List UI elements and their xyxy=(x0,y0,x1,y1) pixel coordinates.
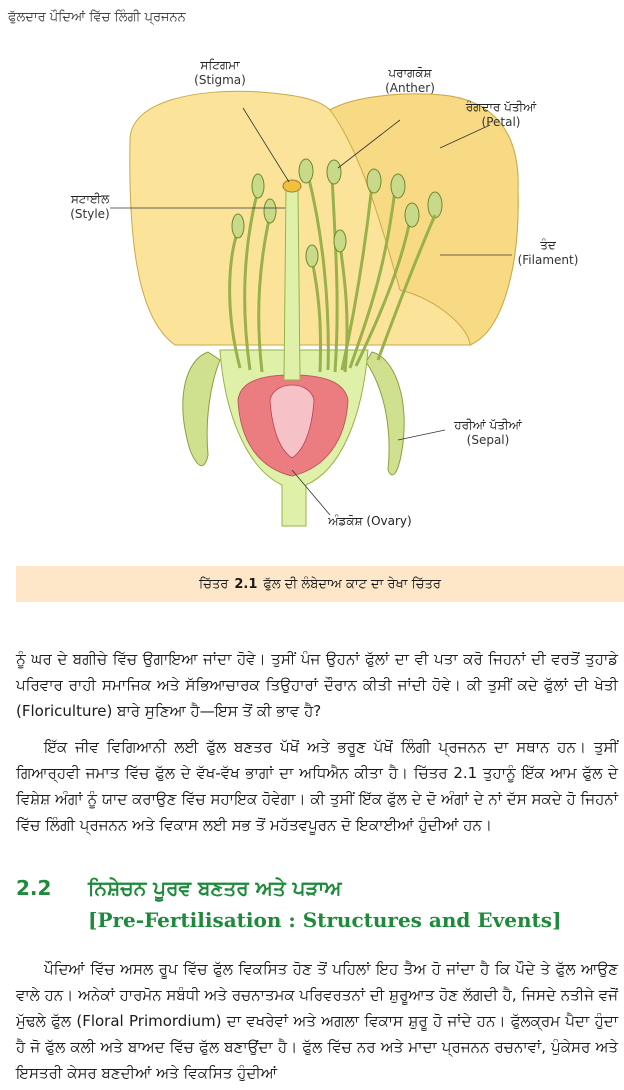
sepal-right xyxy=(366,352,404,475)
caption-number: 2.1 xyxy=(234,576,258,592)
label-style: ਸਟਾਈਲ (Style) xyxy=(70,192,110,221)
style xyxy=(284,190,300,380)
paragraph-2: ਇੱਕ ਜੀਵ ਵਿਗਿਆਨੀ ਲਈ ਫੁੱਲ ਬਣਤਰ ਪੱਖੋਂ ਅਤੇ ਭਰੂਣ ਪੱਖੋਂ ਲਿੰਗੀ ਪ੍ਰਜਨਨ ਦਾ ਸਥਾਨ ਹਨ। ਤੁਸੀਂ ਗਿਆਰ੍ਹਵੀ ਜਮਾਤ ਵਿੱਚ ਫੁੱਲ ਦੇ ਵੱਖ-ਵੱਖ ਭਾਗਾਂ ਦਾ ਅਧਿਐਨ ਕੀਤਾ ਹੈ। ਚਿੱਤਰ 2.1 ਤੁਹਾਨੂੰ ਇੱਕ ਆਮ ਫੁੱਲ ਦੇ ਵਿਸ਼ੇਸ਼ ਅੰਗਾਂ ਨੂੰ ਯਾਦ ਕਰਾਉਣ ਵਿੱਚ ਸਹਾਇਕ ਹੋਵੇਗਾ। ਕੀ ਤੁਸੀਂ ਇੱਕ ਫੁੱਲ ਦੇ ਦੋ ਅੰਗਾਂ ਦੇ ਨਾਂ ਦੱਸ ਸਕਦੇ ਹੋ ਜਿਹਨਾਂ ਵਿੱਚ ਲਿੰਗੀ ਪ੍ਰਜਨਨ ਅਤੇ ਵਿਕਾਸ ਲਈ ਸਭ ਤੋਂ ਮਹੱਤਵਪੂਰਨ ਦੋ ਇਕਾਈਆਂ ਹੁੰਦੀਆਂ ਹਨ। xyxy=(16,738,618,834)
flower-figure xyxy=(0,40,624,540)
label-ovary: ਅੰਡਕੋਸ਼ (Ovary) xyxy=(328,514,412,528)
label-petal: ਰੰਗਦਾਰ ਪੱਤੀਆਂ (Petal) xyxy=(465,100,537,129)
label-anther: ਪਰਾਗਕੋਸ਼ (Anther) xyxy=(385,66,435,95)
caption-text: ਫੁੱਲ ਦੀ ਲੰਬੇਦਾਅ ਕਾਟ ਦਾ ਰੇਖਾ ਚਿੱਤਰ xyxy=(263,576,441,592)
label-stigma: ਸਟਿਗਮਾ (Stigma) xyxy=(194,58,246,87)
label-sepal: ਹਰੀਆਂ ਪੱਤੀਆਂ (Sepal) xyxy=(454,418,522,447)
paragraph-3: ਪੌਦਿਆਂ ਵਿੱਚ ਅਸਲ ਰੂਪ ਵਿੱਚ ਫੁੱਲ ਵਿਕਸਿਤ ਹੋਣ ਤੋਂ ਪਹਿਲਾਂ ਇਹ ਤੈਅ ਹੋ ਜਾਂਦਾ ਹੈ ਕਿ ਪੌਦੇ ਤੇ ਫੁੱਲ ਆਉਣ ਵਾਲੇ ਹਨ। ਅਨੇਕਾਂ ਹਾਰਮੋਨ ਸਬੰਧੀ ਅਤੇ ਰਚਨਾਤਮਕ ਪਰਿਵਰਤਨਾਂ ਦੀ ਸ਼ੁਰੂਆਤ ਹੋਣ ਲੱਗਦੀ ਹੈ, ਜਿਸਦੇ ਨਤੀਜੇ ਵਜੋਂ ਮੁੱਢਲੇ ਫੁੱਲ (Floral Primordium) ਦਾ ਵਖਰੇਵਾਂ ਅਤੇ ਅਗਲਾ ਵਿਕਾਸ ਸ਼ੁਰੂ ਹੋ ਜਾਂਦੇ ਹਨ। ਫੁੱਲਕ੍ਰਮ ਪੈਦਾ ਹੁੰਦਾ ਹੈ ਜੋ ਫੁੱਲ ਕਲੀ ਅਤੇ ਬਾਅਦ ਵਿੱਚ ਫੁੱਲ ਬਣਾਉਂਦਾ ਹੈ। ਫੁੱਲ ਵਿੱਚ ਨਰ ਅਤੇ ਮਾਦਾ ਪ੍ਰਜਨਨ ਰਚਨਾਵਾਂ, ਪੁੰਕੇਸਰ ਅਤੇ ਇਸਤਰੀ ਕੇਸਰ ਬਣਦੀਆਂ ਅਤੇ ਵਿਕਸਿਤ ਹੁੰਦੀਆਂ xyxy=(16,960,618,1082)
stigma xyxy=(283,180,301,192)
label-filament: ਤੰਦ (Filament) xyxy=(517,238,579,267)
figure-caption xyxy=(16,566,624,602)
section-title-punjabi: ਨਿਸ਼ੇਚਨ ਪੂਰਵ ਬਣਤਰ ਅਤੇ ਪੜਾਅ xyxy=(88,876,342,900)
section-title-english: [Pre-Fertilisation : Structures and Events] xyxy=(88,908,562,932)
caption-prefix: ਚਿੱਤਰ xyxy=(199,576,229,592)
sepal-left xyxy=(183,352,220,466)
paragraph-1: ਨੂੰ ਘਰ ਦੇ ਬਗੀਚੇ ਵਿੱਚ ਉਗਾਇਆ ਜਾਂਦਾ ਹੋਵੇ। ਤੁਸੀਂ ਪੰਜ ਉਹਨਾਂ ਫੁੱਲਾਂ ਦਾ ਵੀ ਪਤਾ ਕਰੋ ਜਿਹਨਾਂ ਦੀ ਵਰਤੋਂ ਤੁਹਾਡੇ ਪਰਿਵਾਰ ਰਾਹੀ ਸਮਾਜਿਕ ਅਤੇ ਸੱਭਿਆਚਾਰਕ ਤਿਉਹਾਰਾਂ ਦੌਰਾਨ ਕੀਤੀ ਜਾਂਦੀ ਹੋਵੇ। ਕੀ ਤੁਸੀਂ ਕਦੇ ਫੁੱਲਾਂ ਦੀ ਖੇਤੀ (Floriculture) ਬਾਰੇ ਸੁਣਿਆ ਹੈ—ਇਸ ਤੋਂ ਕੀ ਭਾਵ ਹੈ? xyxy=(16,650,618,720)
running-head: ਫੁੱਲਦਾਰ ਪੌਦਿਆਂ ਵਿੱਚ ਲਿੰਗੀ ਪ੍ਰਜਨਨ xyxy=(8,10,186,25)
section-number: 2.2 xyxy=(16,876,52,900)
